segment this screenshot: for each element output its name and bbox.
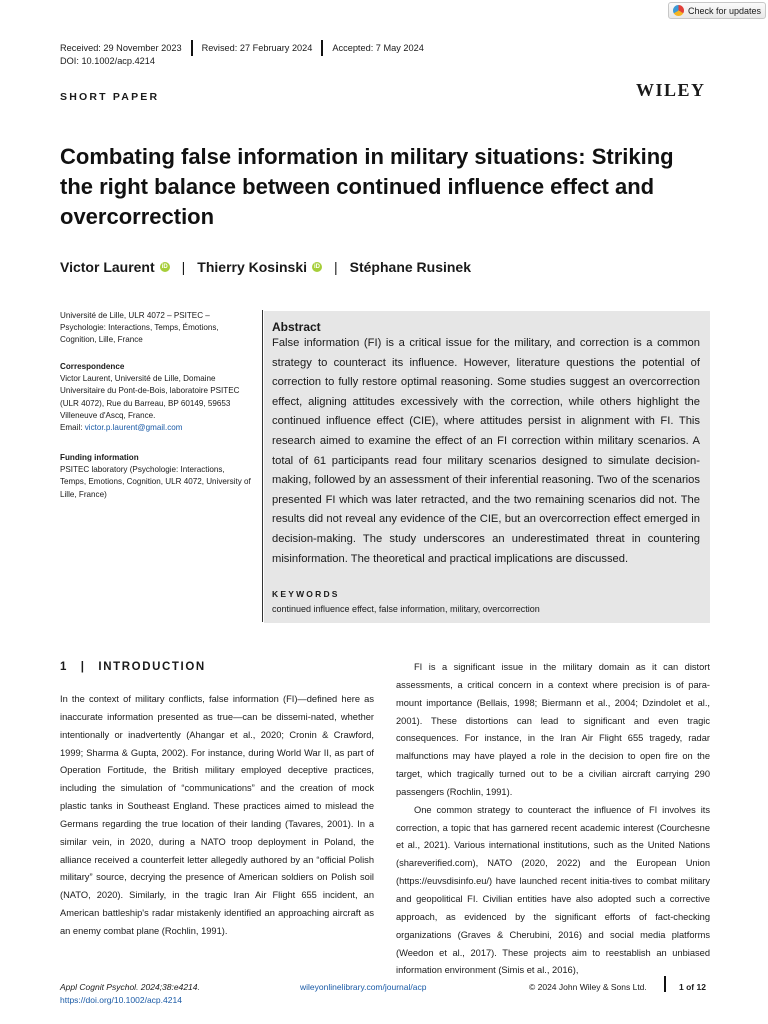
- date-separator: [191, 40, 193, 56]
- article-type: SHORT PAPER: [60, 91, 160, 103]
- funding-information: [60, 452, 252, 501]
- body-column-right: [396, 659, 710, 980]
- paragraph: In the context of military conflicts, false information (FI)—defined here as inaccurate information presented as true—can be dissemi-nated, whether intentionally or inadvertently (Ahangar et al., 2020; Cronin & Crawford, 1999; Sharma & Gupta, 2002). For instance, during World War II, as part of Operation Fortitude, the British military employed deceptive practices, including the simulation of “communications” and the creation of mock plastic tanks in Southeast England. These practices aimed to mislead the Germans regarding the true location of their landing (Tavares, 2001). In a similar vein, in 2020, during a NATO troop deployment in Poland, the alliance received a counterfeit letter allegedly authored by an “official Polish military” source, decrying the presence of American soldiers on Polish soil (NATO, 2020). Similarly, in the tragic Iran Air Flight 655 incident, an American battleship's radar mistakenly identified an approaching aircraft as an enemy combat plane (Rochlin, 1991).: [60, 694, 374, 936]
- correspondence-text: Victor Laurent, Université de Lille, Domaine Universitaire du Pont-de-Bois, laboratoire PSITEC (ULR 4072), Rue du Barreau, BP 60149, 59653 Villeneuve d'Ascq, France.: [60, 374, 240, 420]
- abstract-heading: Abstract: [272, 320, 321, 334]
- correspondence-label: Correspondence: [60, 362, 125, 371]
- section-number: 1: [60, 661, 68, 673]
- journal-link[interactable]: wileyonlinelibrary.com/journal/acp: [300, 982, 427, 992]
- section-heading: [60, 661, 206, 673]
- correspondence: [60, 361, 252, 434]
- section-separator: |: [80, 661, 86, 673]
- page-number: 1 of 12: [679, 982, 706, 992]
- orcid-icon[interactable]: iD: [314, 264, 320, 270]
- footer-citation: [60, 981, 200, 1007]
- crossmark-icon: [673, 5, 684, 16]
- author-name[interactable]: Thierry Kosinski: [197, 259, 307, 275]
- paragraph: One common strategy to counteract the influence of FI involves its correction, a topic that has garnered recent academic interest (Courchesne et al., 2021). Various international institutions, such as the United Nations (shareverified.com), NATO (2020, 2022) and the European Union (https://euvsdisinfo.eu/) have launched recent initia-tives to combat military and geopolitical FI. Civilian entities have also adopted such a corrective approach, as evidenced by the significant efforts of fact-checking organizations (Graves & Cherubini, 2016) and social media platforms (Weedon et al., 2017). These projects aim to reestablish an unbiased information environment (Simis et al., 2016),: [396, 804, 710, 976]
- accepted-date: Accepted: 7 May 2024: [332, 43, 424, 53]
- article-title: Combating false information in military situations: Striking the right balance between continued influence effect and overcorrection: [60, 144, 674, 229]
- check-for-updates-button[interactable]: [668, 2, 766, 19]
- abstract-text: False information (FI) is a critical issue for the military, and correction is a common strategy to counteract its influence. However, literature questions the potential of correction to fully restore optimal reasoning. Some studies suggest an overcorrection effect, aligning attitudes excessively with the correction, while others highlight the continued influence effect (CIE), where attitudes persist in alignment with FI. This research aimed to examine the effect of an FI correction within military scenarios. A total of 61 participants read four military scenarios designed to simulate decision-making, followed by an assessment of their inferential reasoning. Two of the scenarios presented FI which was later retracted, and the two remaining scenarios did not. The results did not reveal any evidence of the CIE, but an overcorrection effect emerged in decision-making. The study underscores an underestimated threat in countering misinformation. The theoretical and practical implications are discussed.: [272, 337, 700, 565]
- copyright: © 2024 John Wiley & Sons Ltd.: [529, 982, 647, 992]
- funding-label: Funding information: [60, 453, 139, 462]
- paragraph: FI is a significant issue in the military domain as it can distort assessments, a critical concern in a context where precision is of para-mount importance (Bellais, 1998; Biermann et al., 2004; Dzindolet et al., 2001). These distortions can lead to significant and even tragic consequences. For instance, in the Iran Air Flight 655 tragedy, radar malfunctions may have played a role in the decision to open fire on the target, which tragically turned out to be a civilian aircraft carrying 290 passengers (Rochlin, 1991).: [396, 662, 710, 797]
- date-separator: [321, 40, 323, 56]
- check-for-updates-label: Check for updates: [688, 5, 762, 16]
- funding-text: PSITEC laboratory (Psychologie: Interactions, Temps, Emotions, Cognition, ULR 4072, University of Lille, France): [60, 465, 251, 499]
- section-title: INTRODUCTION: [98, 661, 206, 673]
- body-column-left: [60, 691, 374, 941]
- email-link[interactable]: victor.p.laurent@gmail.com: [84, 423, 183, 433]
- email-label: Email:: [60, 423, 85, 433]
- footer-separator: [664, 976, 666, 992]
- keywords-text: continued influence effect, false information, military, overcorrection: [272, 604, 540, 614]
- doi: DOI: 10.1002/acp.4214: [60, 56, 156, 66]
- publisher-logo: WILEY: [636, 80, 706, 100]
- revised-date: Revised: 27 February 2024: [201, 43, 313, 53]
- keywords-heading: KEYWORDS: [272, 589, 340, 599]
- author-name[interactable]: Victor Laurent: [60, 259, 155, 275]
- author-name[interactable]: Stéphane Rusinek: [349, 259, 472, 275]
- doi-link[interactable]: https://doi.org/10.1002/acp.4214: [60, 995, 182, 1005]
- received-date: Received: 29 November 2023: [60, 43, 182, 53]
- citation-text: Appl Cognit Psychol. 2024;38:e4214.: [60, 982, 200, 992]
- column-divider: [262, 310, 263, 622]
- author-list: [60, 259, 471, 275]
- orcid-icon[interactable]: iD: [161, 264, 168, 270]
- affiliation: Université de Lille, ULR 4072 – PSITEC – Psychologie: Interactions, Temps, Émotions, Cognition, Lille, France: [60, 311, 219, 345]
- article-dates: [60, 40, 424, 56]
- author-separator: |: [334, 259, 338, 275]
- author-separator: |: [181, 259, 186, 275]
